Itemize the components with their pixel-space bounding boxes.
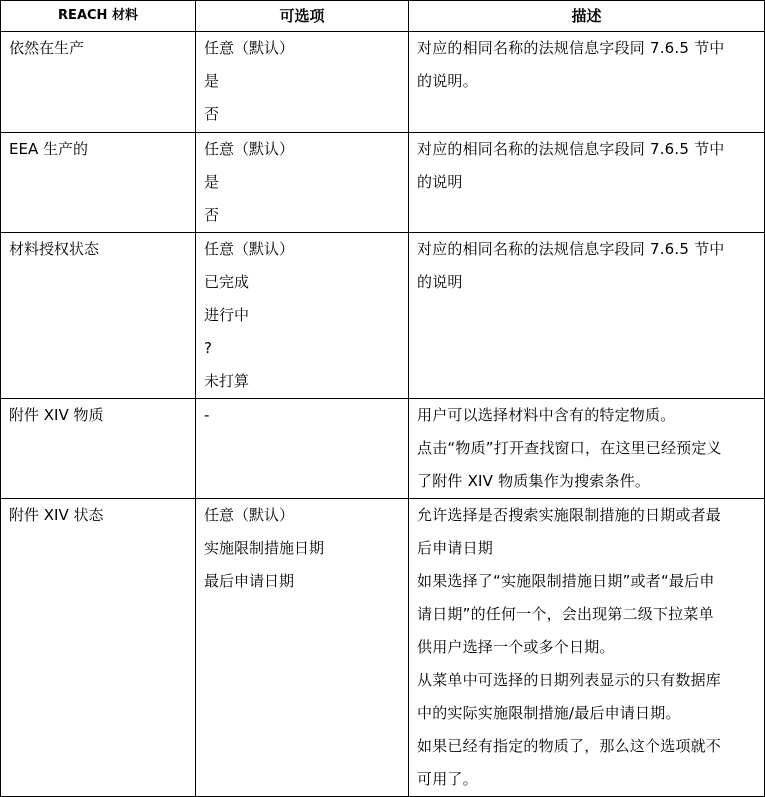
option-item: 否 — [204, 206, 220, 224]
option-item: 任意（默认） — [204, 140, 295, 158]
description-line: 可用了。 — [417, 770, 478, 788]
table-row — [1, 133, 765, 233]
table-row — [1, 32, 765, 133]
description-cell — [409, 499, 765, 797]
option-item: 实施限制措施日期 — [204, 539, 325, 557]
options-cell — [196, 133, 409, 233]
material-cell — [1, 499, 196, 797]
description-line: 后申请日期 — [417, 539, 494, 557]
material-cell — [1, 133, 196, 233]
material-cell — [1, 32, 196, 133]
material-cell — [1, 399, 196, 499]
option-item: 否 — [204, 105, 220, 123]
option-item: 任意（默认） — [204, 39, 295, 57]
description-line: 的说明。 — [417, 72, 478, 90]
description-line: 的说明 — [417, 273, 463, 291]
header-row — [1, 1, 765, 32]
description-line: 允许选择是否搜索实施限制措施的日期或者最 — [417, 506, 722, 524]
description-line: 请日期”的任何一个，会出现第二级下拉菜单 — [417, 605, 714, 623]
material-name: 依然在生产 — [9, 39, 85, 57]
options-cell — [196, 32, 409, 133]
material-name: EEA 生产的 — [9, 140, 88, 158]
option-item: - — [204, 406, 210, 424]
option-item: 是 — [204, 173, 220, 191]
material-name: 材料授权状态 — [9, 240, 100, 258]
option-item: 已完成 — [204, 273, 250, 291]
header-material: REACH 材料 — [1, 1, 196, 32]
material-cell — [1, 233, 196, 399]
option-item: 未打算 — [204, 372, 250, 390]
header-description: 描述 — [409, 1, 765, 32]
description-cell — [409, 233, 765, 399]
option-item: 最后申请日期 — [204, 572, 295, 590]
options-cell — [196, 499, 409, 797]
options-cell — [196, 233, 409, 399]
description-line: 了附件 XIV 物质集作为搜索条件。 — [417, 472, 651, 490]
description-line: 从菜单中可选择的日期列表显示的只有数据库 — [417, 671, 722, 689]
description-line: 用户可以选择材料中含有的特定物质。 — [417, 406, 676, 424]
description-line: 对应的相同名称的法规信息字段同 7.6.5 节中 — [417, 39, 725, 57]
option-item: 进行中 — [204, 306, 250, 324]
description-line: 如果已经有指定的物质了，那么这个选项就不 — [417, 737, 722, 755]
option-item: 是 — [204, 72, 220, 90]
option-item: 任意（默认） — [204, 506, 295, 524]
description-line: 对应的相同名称的法规信息字段同 7.6.5 节中 — [417, 240, 725, 258]
description-cell — [409, 32, 765, 133]
material-name: 附件 XIV 物质 — [9, 406, 104, 424]
table-row — [1, 499, 765, 797]
description-line: 对应的相同名称的法规信息字段同 7.6.5 节中 — [417, 140, 725, 158]
table-row — [1, 399, 765, 499]
description-cell — [409, 133, 765, 233]
description-line: 供用户选择一个或多个日期。 — [417, 638, 615, 656]
options-cell — [196, 399, 409, 499]
table-row — [1, 233, 765, 399]
description-line: 中的实际实施限制措施/最后申请日期。 — [417, 704, 681, 722]
option-item: 任意（默认） — [204, 240, 295, 258]
description-line: 的说明 — [417, 173, 463, 191]
material-name: 附件 XIV 状态 — [9, 506, 104, 524]
header-options: 可选项 — [196, 1, 409, 32]
description-cell — [409, 399, 765, 499]
option-item: ? — [204, 339, 212, 357]
description-line: 点击“物质”打开查找窗口，在这里已经预定义 — [417, 439, 722, 457]
description-line: 如果选择了“实施限制措施日期”或者“最后申 — [417, 572, 715, 590]
